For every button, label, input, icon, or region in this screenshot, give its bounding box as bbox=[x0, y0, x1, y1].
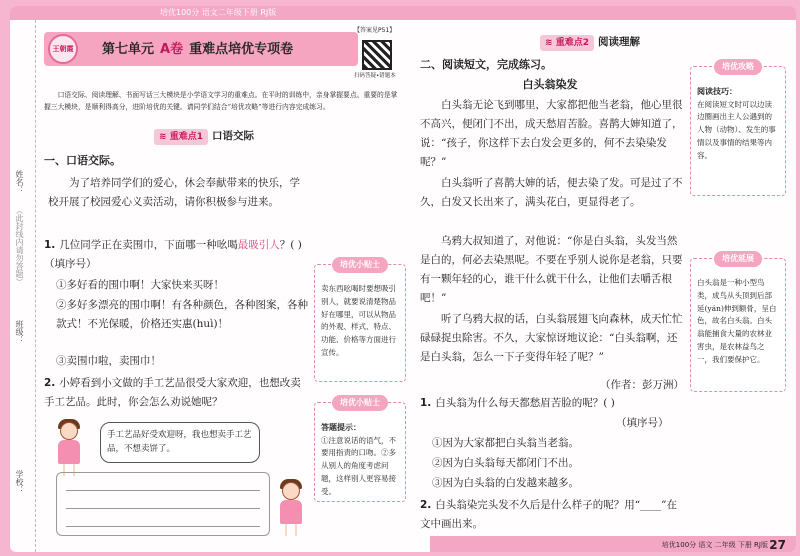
girl-illustration bbox=[54, 422, 84, 476]
strategy-sub: 阅读技巧： bbox=[697, 87, 737, 96]
strategy-box bbox=[690, 62, 786, 196]
q1-number: 1. bbox=[44, 239, 56, 251]
paper-label: A卷 bbox=[160, 42, 184, 57]
q1-option-3[interactable]: ③卖围巾啦，卖围巾！ bbox=[56, 355, 161, 367]
school-label: 学校： bbox=[15, 470, 24, 494]
extension-body: 白头翁是一种小型鸟类，成鸟从头顶到后部延(yán)伸到额骨，呈白色，故名白头翁。白头翁能捕食大量的农林业害虫，是农林益鸟之一，我们要保护它。 bbox=[697, 278, 777, 364]
speech-bubble: 手工艺品好受欢迎呀，我也想卖手工艺品，不想卖饼了。 bbox=[100, 422, 260, 463]
story-para-1: 白头翁无论飞到哪里，大家都把他当老翁，他心里很不高兴，便闭门不出，成天愁眉苦脸。喜鹊大婶知道了，说：“孩子，你这样下去白发会更多的，何不去染染发呢？” bbox=[420, 99, 683, 168]
workbook-page bbox=[10, 6, 796, 552]
extension-title: 培优延展 bbox=[714, 251, 762, 267]
tip2-body: ①注意说话的语气，不要用指责的口吻。②多从别人的角度考虑问题，这样别人更容易接受。 bbox=[321, 435, 396, 496]
section-1-heading: 一、口语交际。 bbox=[44, 154, 121, 167]
answer-line-3[interactable] bbox=[66, 526, 260, 527]
section-2-heading: 二、阅读短文，完成练习。 bbox=[420, 58, 552, 71]
story-author: （作者：彭万洲） bbox=[600, 379, 684, 391]
story-para-4: 听了乌鸦大叔的话，白头翁展翅飞向森林，成天忙忙碌碌捉虫除害。不久，大家惊讶地议论：“白头翁啊，还是白头翁，怎么一下子变得年轻了呢？” bbox=[420, 313, 683, 363]
qr-code-icon[interactable] bbox=[362, 40, 392, 70]
r-q1-fill: （填序号） bbox=[616, 417, 669, 429]
q2-text: 小婷看到小文做的手工艺品很受大家欢迎，也想改卖手工艺品。此时，你会怎么劝说她呢？ bbox=[44, 377, 301, 408]
qr-caption: 扫码答疑•错题本 bbox=[354, 73, 396, 79]
extension-box bbox=[690, 254, 786, 392]
story-para-2: 白头翁听了喜鹊大婶的话，便去染了发。可是过了不久，白发又长出来了，满头花白，更显得老了。 bbox=[420, 177, 683, 208]
story-para-3: 乌鸦大叔知道了，对他说：“你是白头翁，头发当然是白的，何必去染黑呢。不要在乎别人说你是老翁，只要有一颗年轻的心，谁干什么就干什么，让他们去嚼舌根吧！” bbox=[420, 235, 683, 304]
kp2-title: 阅读理解 bbox=[597, 36, 640, 48]
q1-option-1[interactable]: ①多好看的围巾啊！大家快来买呀！ bbox=[56, 279, 224, 291]
r-q1-option-1[interactable]: ①因为大家都把白头翁当老翁。 bbox=[432, 437, 579, 449]
page-number: 27 bbox=[769, 538, 786, 552]
tip1-title: 培优小贴士 bbox=[332, 257, 388, 273]
strategy-body: 在阅读短文时可以边读边圈画出主人公遇到的人物（动物）、发生的事情以及事情的结果等内容。 bbox=[697, 99, 776, 160]
left-column bbox=[44, 24, 408, 544]
tip2-title: 培优小贴士 bbox=[332, 395, 388, 411]
kp1-tag: ≋ 重难点1 bbox=[154, 129, 208, 145]
banner-title bbox=[102, 40, 293, 61]
q1-option-2[interactable]: ②多好多漂亮的围巾啊！有各种颜色，各种图案，各种款式！不光保暖，价格还实惠(huì)！ bbox=[56, 299, 308, 330]
cut-line-note: （此封线内请勿答题） bbox=[15, 206, 24, 286]
class-label: 班级： bbox=[15, 320, 24, 344]
question-1 bbox=[44, 236, 308, 274]
top-band bbox=[10, 6, 796, 20]
story-title: 白头翁染发 bbox=[522, 78, 578, 91]
tip1-body: 卖东西吆喝时要想吸引别人，就要说清楚物品好在哪里，可以从物品的外观、样式、特点、功能、价格等方面进行宣传。 bbox=[321, 284, 396, 357]
footer-text: 培优100分 语文 二年级 下册 RJ版 bbox=[661, 541, 768, 549]
r-question-2 bbox=[420, 496, 684, 534]
unit-banner bbox=[44, 32, 358, 66]
girl-illustration-2 bbox=[276, 482, 306, 536]
q1-highlight: 最吸引人 bbox=[237, 239, 280, 251]
r-q2-number: 2. bbox=[420, 499, 432, 511]
kp1-title: 口语交际 bbox=[211, 130, 254, 142]
r-question-1 bbox=[420, 394, 684, 413]
section-1-para: 为了培养同学们的爱心，休会奉献带来的快乐，学校开展了校园爱心义卖活动，请你积极参与进来。 bbox=[48, 177, 300, 208]
r-q1-number: 1. bbox=[420, 397, 432, 409]
q2-number: 2. bbox=[44, 377, 56, 389]
answer-line-2[interactable] bbox=[66, 508, 260, 509]
name-label: 姓名： bbox=[15, 170, 24, 194]
question-2 bbox=[44, 374, 308, 412]
answer-ref: 【答案见P51】 bbox=[354, 27, 396, 34]
tip-box-2 bbox=[314, 398, 406, 502]
tip-box-1 bbox=[314, 260, 406, 382]
r-q1-option-2[interactable]: ②因为白头翁每天都闭门不出。 bbox=[432, 457, 579, 469]
unit-label: 第七单元 bbox=[102, 42, 155, 57]
r-q2-text[interactable]: 白头翁染完头发不久后是什么样子的呢？用“____”在文中画出来。 bbox=[420, 499, 678, 530]
tip2-sub: 答题提示： bbox=[321, 423, 361, 432]
kp2-tag: ≋ 重难点2 bbox=[540, 35, 594, 51]
right-column bbox=[420, 24, 792, 544]
binding-gutter bbox=[10, 20, 36, 552]
q1-text: 几位同学正在卖围巾，下面哪一种吆喝 bbox=[59, 239, 238, 251]
key-point-2 bbox=[540, 34, 640, 51]
band-text: 培优100分 语文二年级下册 RJ版 bbox=[160, 8, 277, 17]
paper-title: 重难点培优专项卷 bbox=[189, 42, 294, 57]
q1-tail[interactable]: ？( )（填序号） bbox=[44, 239, 302, 270]
brand-logo: 王朝霞 bbox=[48, 34, 78, 64]
key-point-1 bbox=[154, 128, 254, 145]
r-q1-text[interactable]: 白头翁为什么每天都愁眉苦脸的呢？( ) bbox=[435, 397, 615, 409]
answer-line-1[interactable] bbox=[66, 490, 260, 491]
r-q1-option-3[interactable]: ③因为白头翁的白发越来越多。 bbox=[432, 477, 579, 489]
intro-text: 口语交际、阅读理解、书面写话三大模块是小学语文学习的重难点。在平时的训练中，亲身掌握要点。重要的是掌握三大模块，是顺利得高分，进阶培优的关键。请同学们结合“培优攻略”等进行内容完成练习。 bbox=[44, 91, 398, 111]
strategy-title: 培优攻略 bbox=[714, 59, 762, 75]
